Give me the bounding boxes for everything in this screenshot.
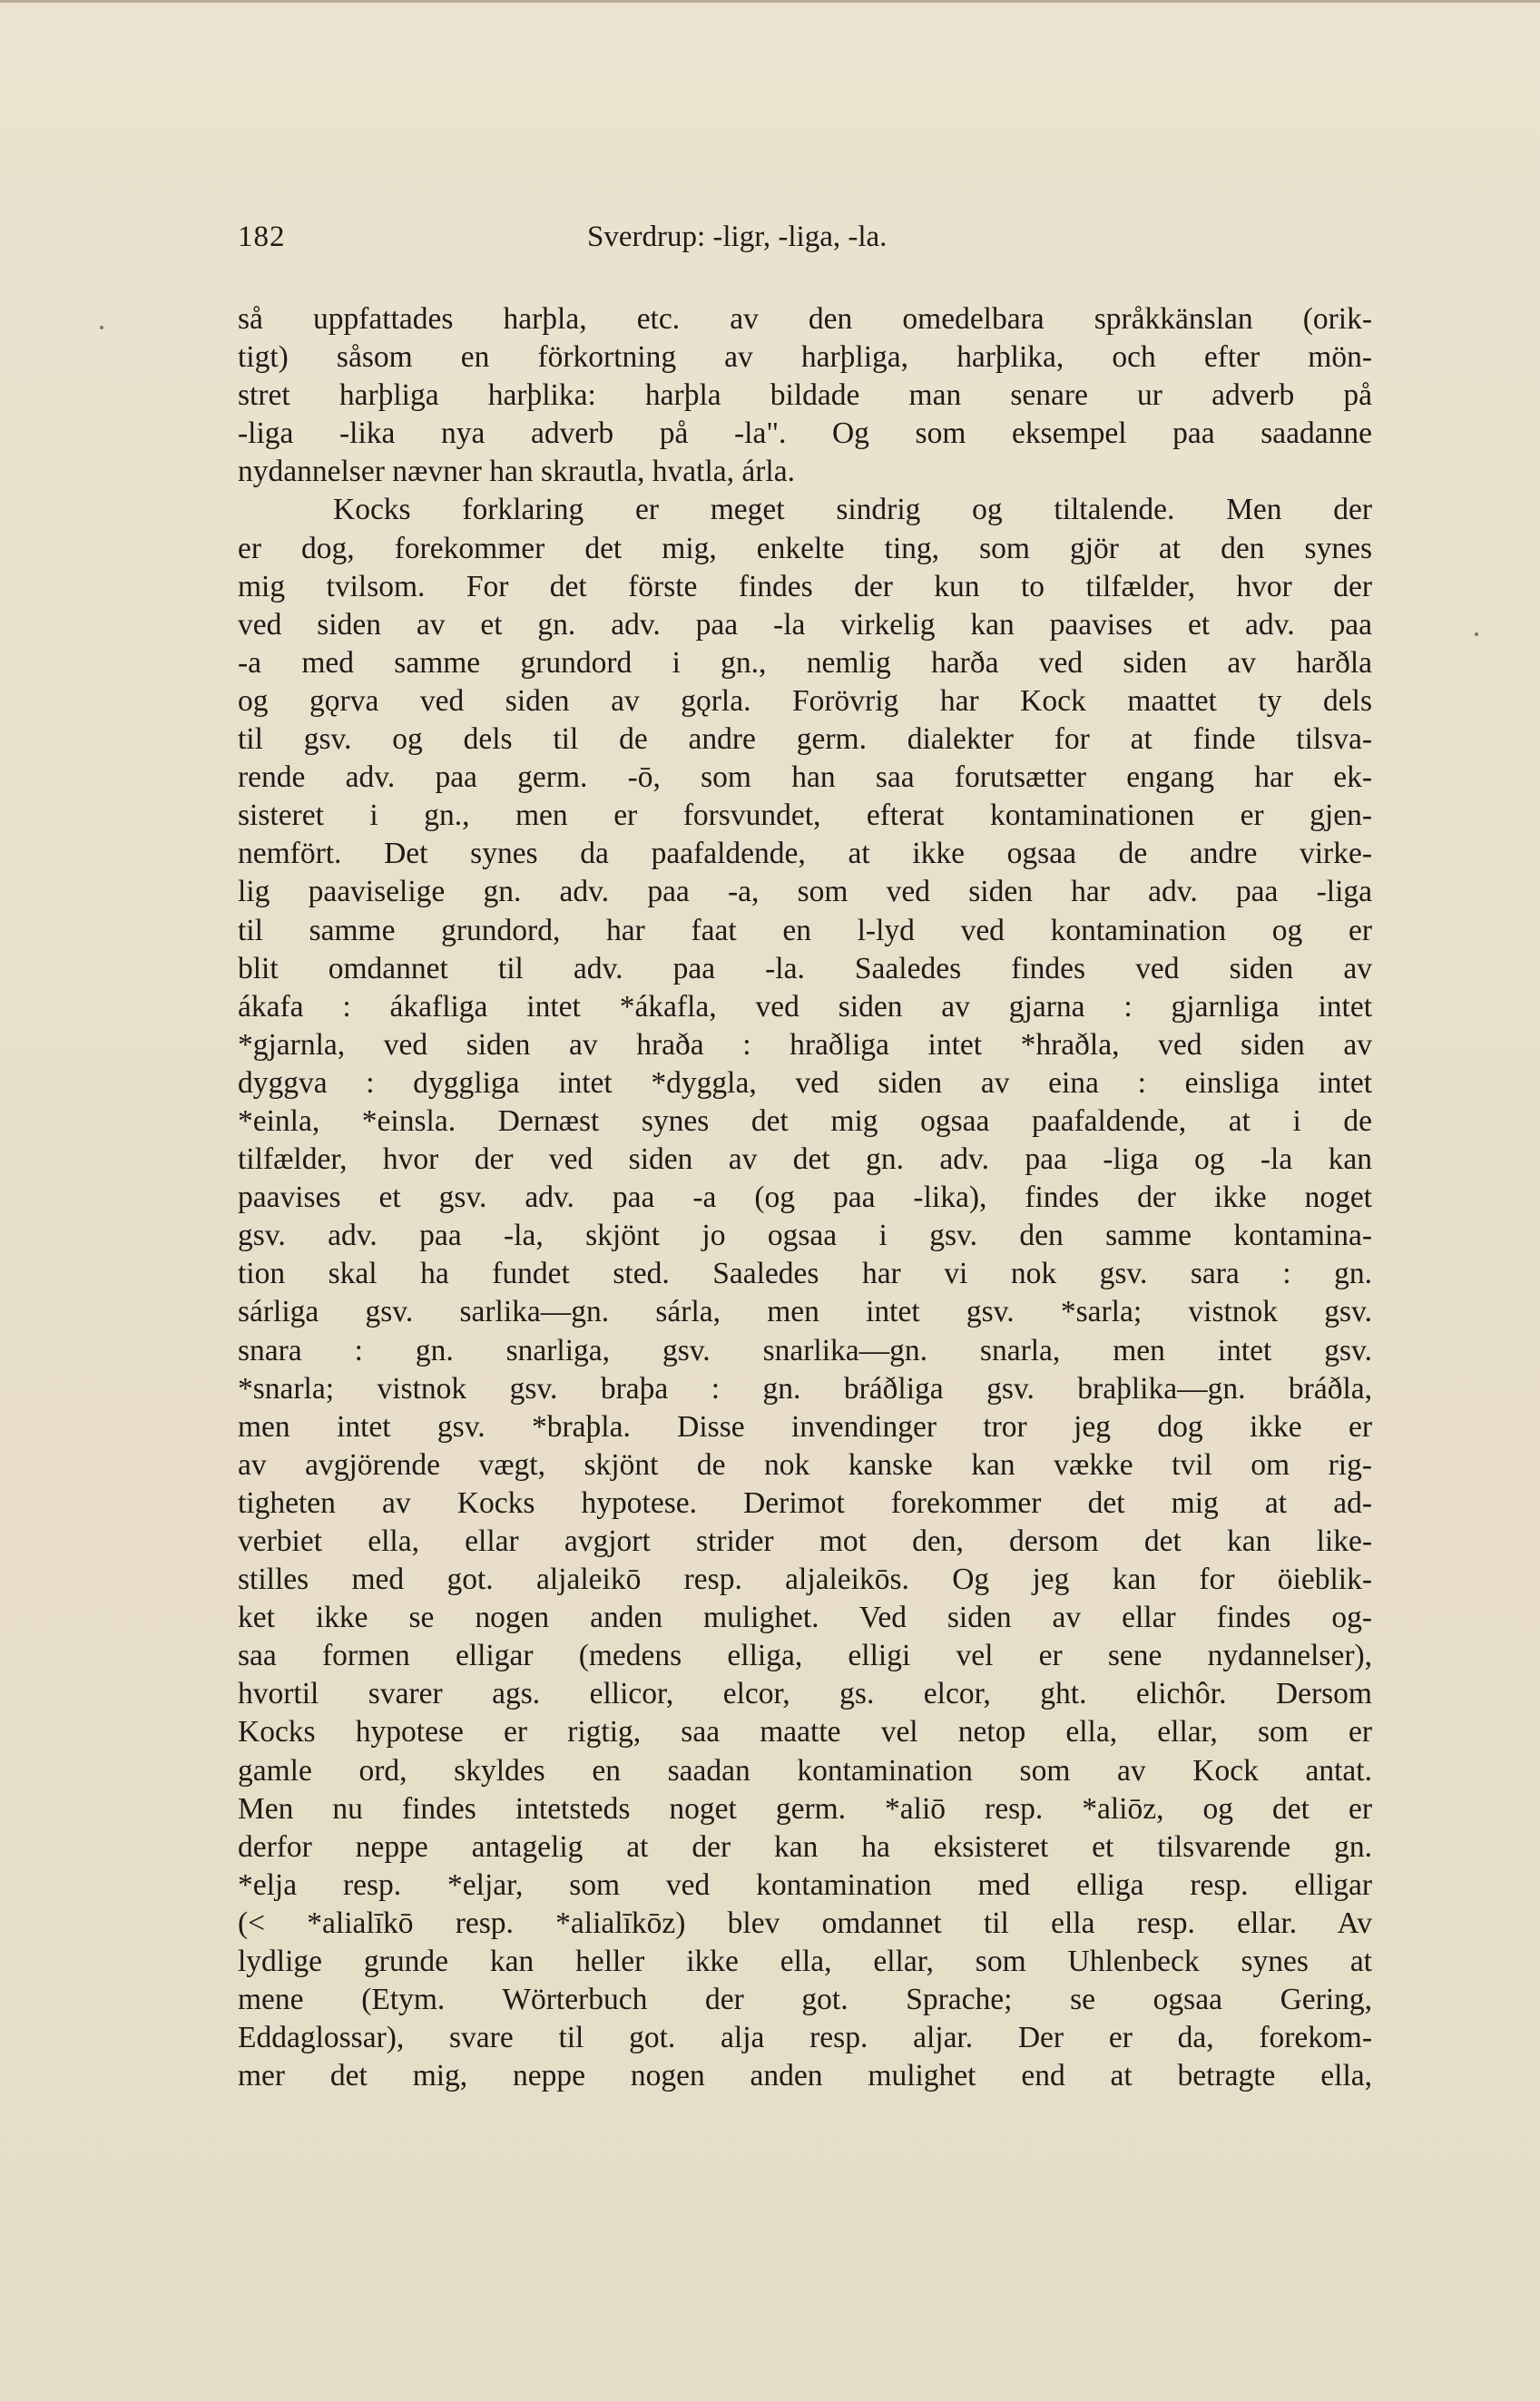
text-line: *einla, *einsla. Dernæst synes det mig ogsaa paafaldende, at i de	[238, 1103, 1372, 1138]
text-line: nydannelser nævner han skrautla, hvatla, árla.	[238, 455, 795, 489]
text-line: lig paaviselige gn. adv. paa -a, som ved siden har adv. paa -liga	[238, 875, 1372, 909]
text-line: stret harþliga harþlika: harþla bildade man senare ur adverb på	[238, 378, 1372, 413]
paper-speck	[1475, 632, 1478, 636]
page-header	[238, 220, 1372, 266]
text-line: stilles med got. aljaleikō resp. aljaleikōs. Og jeg kan for öieblik-	[238, 1563, 1372, 1597]
text-line: verbiet ella, ellar avgjort strider mot den, dersom det kan like-	[238, 1524, 1372, 1558]
paper-speck	[100, 326, 103, 329]
text-line: og gǫrva ved siden av gǫrla. Forövrig har Kock maattet ty dels	[238, 683, 1372, 718]
text-line: ket ikke se nogen anden mulighet. Ved siden av ellar findes og-	[238, 1601, 1372, 1635]
text-line: til gsv. og dels til de andre germ. dialekter for at finde tilsva-	[238, 722, 1372, 757]
text-line: mer det mig, neppe nogen anden mulighet end at betragte ella,	[238, 2059, 1372, 2093]
text-line: snara : gn. snarliga, gsv. snarlika—gn. snarla, men intet gsv.	[238, 1333, 1372, 1367]
text-line: tigheten av Kocks hypotese. Derimot forekommer det mig at ad-	[238, 1485, 1372, 1520]
text-line: hvortil svarer ags. ellicor, elcor, gs. elcor, ght. elichôr. Dersom	[238, 1677, 1372, 1711]
text-line: -a med samme grundord i gn., nemlig harða ved siden av harðla	[238, 645, 1372, 680]
text-line: dyggva : dyggliga intet *dyggla, ved siden av eina : einsliga intet	[238, 1065, 1372, 1100]
text-line: (< *alialīkō resp. *alialīkōz) blev omdannet til ella resp. ellar. Av	[238, 1906, 1372, 1940]
text-line: paavises et gsv. adv. paa -a (og paa -lika), findes der ikke noget	[238, 1181, 1372, 1215]
text-line: ved siden av et gn. adv. paa -la virkelig kan paavises et adv. paa	[238, 607, 1372, 642]
page-number: 182	[238, 220, 286, 253]
text-line: gamle ord, skyldes en saadan kontamination som av Kock antat.	[238, 1753, 1372, 1788]
text-line: ákafa : ákafliga intet *ákafla, ved siden av gjarna : gjarnliga intet	[238, 989, 1372, 1024]
text-line: derfor neppe antagelig at der kan ha eksisteret et tilsvarende gn.	[238, 1829, 1372, 1864]
text-line: av avgjörende vægt, skjönt de nok kanske kan vække tvil om rig-	[238, 1447, 1372, 1482]
text-line: Kocks hypotese er rigtig, saa maatte vel netop ella, ellar, som er	[238, 1715, 1372, 1749]
text-line: blit omdannet til adv. paa -la. Saaledes findes ved siden av	[238, 951, 1372, 985]
text-line: Eddaglossar), svare til got. alja resp. aljar. Der er da, forekom-	[238, 2021, 1372, 2055]
text-line: Kocks forklaring er meget sindrig og tiltalende. Men der	[333, 493, 1372, 527]
text-line: sisteret i gn., men er forsvundet, efterat kontaminationen er gjen-	[238, 799, 1372, 833]
text-line: rende adv. paa germ. -ō, som han saa forutsætter engang har ek-	[238, 760, 1372, 795]
text-line: saa formen elligar (medens elliga, elligi vel er sene nydannelser),	[238, 1639, 1372, 1673]
text-line: -liga -lika nya adverb på -la". Og som eksempel paa saadanne	[238, 416, 1372, 451]
text-line: mene (Etym. Wörterbuch der got. Sprache; se ogsaa Gering,	[238, 1983, 1372, 2017]
text-line: tilfælder, hvor der ved siden av det gn. adv. paa -liga og -la kan	[238, 1142, 1372, 1177]
text-line: *gjarnla, ved siden av hraða : hraðliga intet *hraðla, ved siden av	[238, 1027, 1372, 1062]
text-line: *elja resp. *eljar, som ved kontamination med elliga resp. elligar	[238, 1867, 1372, 1902]
running-title: Sverdrup: -ligr, -liga, -la.	[587, 220, 888, 253]
text-line: lydlige grunde kan heller ikke ella, ellar, som Uhlenbeck synes at	[238, 1945, 1372, 1979]
text-line: tigt) såsom en förkortning av harþliga, harþlika, och efter mön-	[238, 340, 1372, 375]
body-text	[238, 300, 1372, 2095]
text-line: til samme grundord, har faat en l-lyd ved kontamination og er	[238, 913, 1372, 947]
text-line: tion skal ha fundet sted. Saaledes har vi nok gsv. sara : gn.	[238, 1257, 1372, 1291]
text-line: er dog, forekommer det mig, enkelte ting, som gjör at den synes	[238, 531, 1372, 565]
text-line: Men nu findes intetsteds noget germ. *aliō resp. *aliōz, og det er	[238, 1791, 1372, 1826]
text-line: gsv. adv. paa -la, skjönt jo ogsaa i gsv. den samme kontamina-	[238, 1219, 1372, 1253]
text-line: men intet gsv. *braþla. Disse invendinger tror jeg dog ikke er	[238, 1409, 1372, 1444]
text-line: sárliga gsv. sarlika—gn. sárla, men intet gsv. *sarla; vistnok gsv.	[238, 1295, 1372, 1329]
text-line: mig tvilsom. For det förste findes der kun to tilfælder, hvor der	[238, 569, 1372, 603]
text-line: *snarla; vistnok gsv. braþa : gn. bráðliga gsv. braþlika—gn. bráðla,	[238, 1371, 1372, 1406]
text-line: så uppfattades harþla, etc. av den omedelbara språkkänslan (orik-	[238, 302, 1372, 336]
text-line: nemfört. Det synes da paafaldende, at ikke ogsaa de andre virke-	[238, 837, 1372, 871]
